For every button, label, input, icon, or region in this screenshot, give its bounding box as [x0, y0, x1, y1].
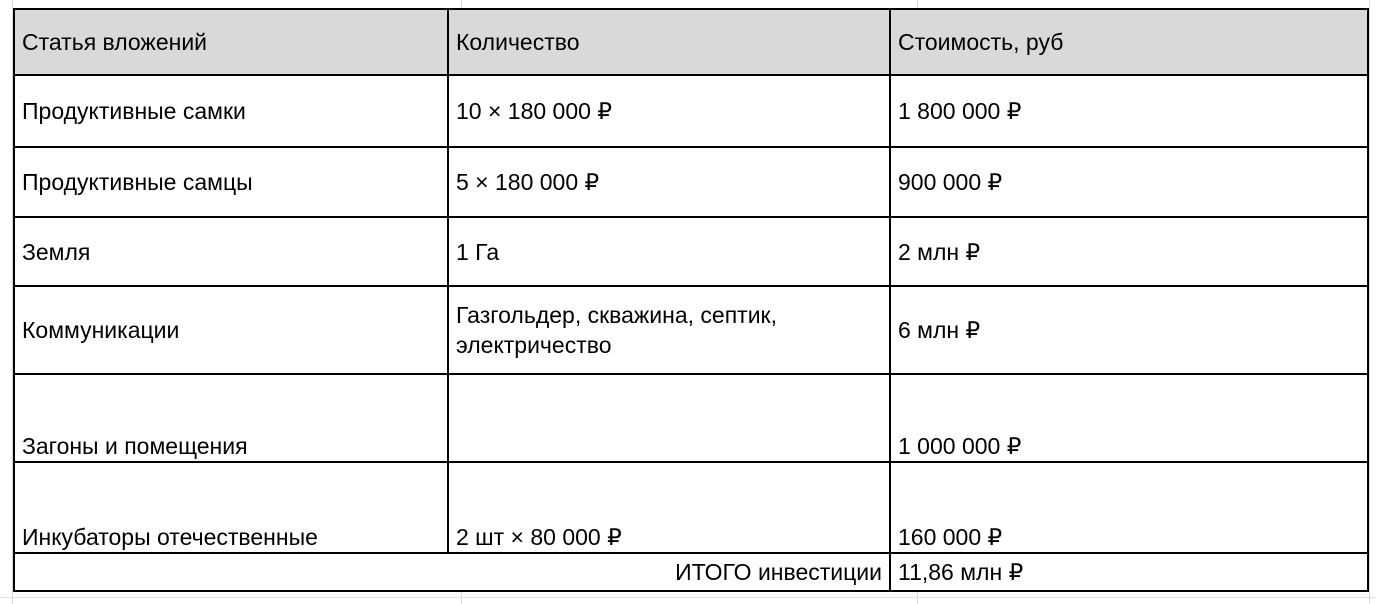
cell-item[interactable]: Инкубаторы отечественные — [14, 462, 448, 553]
cell-item[interactable]: Продуктивные самцы — [14, 147, 448, 217]
cell-quantity[interactable]: Газгольдер, скважина, септик, электричество — [448, 286, 890, 374]
table-row — [14, 217, 1368, 286]
cell-quantity[interactable]: 1 Га — [448, 217, 890, 286]
header-item[interactable]: Статья вложений — [14, 9, 448, 75]
header-cost[interactable]: Стоимость, руб — [890, 9, 1368, 75]
table-row — [14, 75, 1368, 147]
investment-table — [13, 8, 1369, 592]
header-quantity[interactable]: Количество — [448, 9, 890, 75]
cell-item[interactable]: Загоны и помещения — [14, 374, 448, 462]
header-row — [14, 9, 1368, 75]
table-row — [14, 374, 1368, 462]
cell-quantity[interactable]: 2 шт × 80 000 ₽ — [448, 462, 890, 553]
total-row — [14, 553, 1368, 591]
cell-quantity[interactable]: 10 × 180 000 ₽ — [448, 75, 890, 147]
cell-cost[interactable]: 900 000 ₽ — [890, 147, 1368, 217]
sheet-gridline — [0, 597, 1376, 598]
table-row — [14, 147, 1368, 217]
cell-cost[interactable]: 1 000 000 ₽ — [890, 374, 1368, 462]
cell-quantity[interactable] — [448, 374, 890, 462]
cell-cost[interactable]: 160 000 ₽ — [890, 462, 1368, 553]
cell-cost[interactable]: 2 млн ₽ — [890, 217, 1368, 286]
table-row — [14, 286, 1368, 374]
cell-cost[interactable]: 1 800 000 ₽ — [890, 75, 1368, 147]
cell-item[interactable]: Земля — [14, 217, 448, 286]
cell-cost[interactable]: 6 млн ₽ — [890, 286, 1368, 374]
cell-quantity[interactable]: 5 × 180 000 ₽ — [448, 147, 890, 217]
sheet-gridline — [1369, 0, 1370, 604]
total-label[interactable]: ИТОГО инвестиции — [14, 553, 890, 591]
total-value[interactable]: 11,86 млн ₽ — [890, 553, 1368, 591]
cell-item[interactable]: Коммуникации — [14, 286, 448, 374]
table-row — [14, 462, 1368, 553]
cell-item[interactable]: Продуктивные самки — [14, 75, 448, 147]
